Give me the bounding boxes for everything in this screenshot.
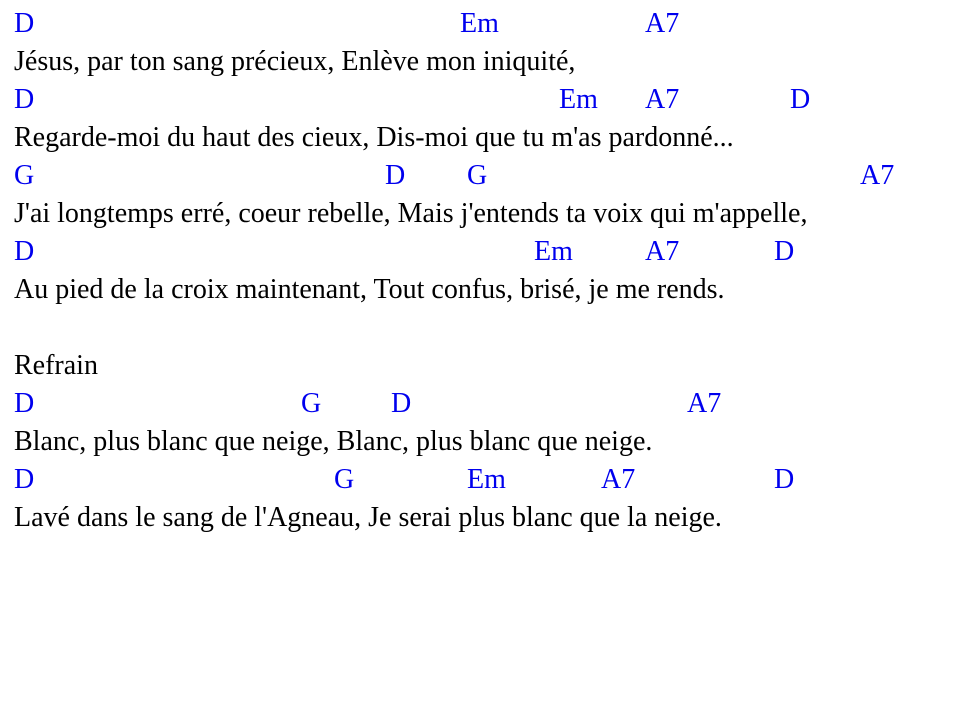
- lyric-line: Regarde-moi du haut des cieux, Dis-moi que tu m'as pardonné...: [14, 122, 734, 153]
- chord: D: [385, 160, 406, 191]
- chord-sheet: [14, 0, 954, 556]
- chord-row: [14, 461, 954, 499]
- chord: A7: [645, 236, 680, 267]
- chord: Em: [467, 464, 506, 495]
- chord: G: [334, 464, 355, 495]
- chord: Em: [559, 84, 598, 115]
- chord: G: [467, 160, 488, 191]
- section-label-refrain: Refrain: [14, 350, 98, 381]
- chord: D: [14, 464, 35, 495]
- chord: Em: [534, 236, 573, 267]
- lyric-line: Au pied de la croix maintenant, Tout confus, brisé, je me rends.: [14, 274, 725, 305]
- chord: D: [774, 236, 795, 267]
- chord: D: [391, 388, 412, 419]
- chord: A7: [645, 84, 680, 115]
- chord-row: [14, 81, 954, 119]
- chord: Em: [460, 8, 499, 39]
- chord: D: [774, 464, 795, 495]
- chord: A7: [645, 8, 680, 39]
- lyric-line: J'ai longtemps erré, coeur rebelle, Mais j'entends ta voix qui m'appelle,: [14, 198, 808, 229]
- chord: D: [14, 388, 35, 419]
- lyric-line: Blanc, plus blanc que neige, Blanc, plus blanc que neige.: [14, 426, 653, 457]
- chord-row: [14, 385, 954, 423]
- chord: G: [14, 160, 35, 191]
- chord: D: [14, 84, 35, 115]
- chord-row: [14, 233, 954, 271]
- lyric-line: Jésus, par ton sang précieux, Enlève mon iniquité,: [14, 46, 576, 77]
- chord-row: [14, 157, 954, 195]
- chord: A7: [687, 388, 722, 419]
- chord: D: [14, 8, 35, 39]
- chord: A7: [860, 160, 895, 191]
- chord: D: [14, 236, 35, 267]
- chord: A7: [601, 464, 636, 495]
- chord: D: [790, 84, 811, 115]
- lyric-line: Lavé dans le sang de l'Agneau, Je serai plus blanc que la neige.: [14, 502, 722, 533]
- chord: G: [301, 388, 322, 419]
- chord-row: [14, 5, 954, 43]
